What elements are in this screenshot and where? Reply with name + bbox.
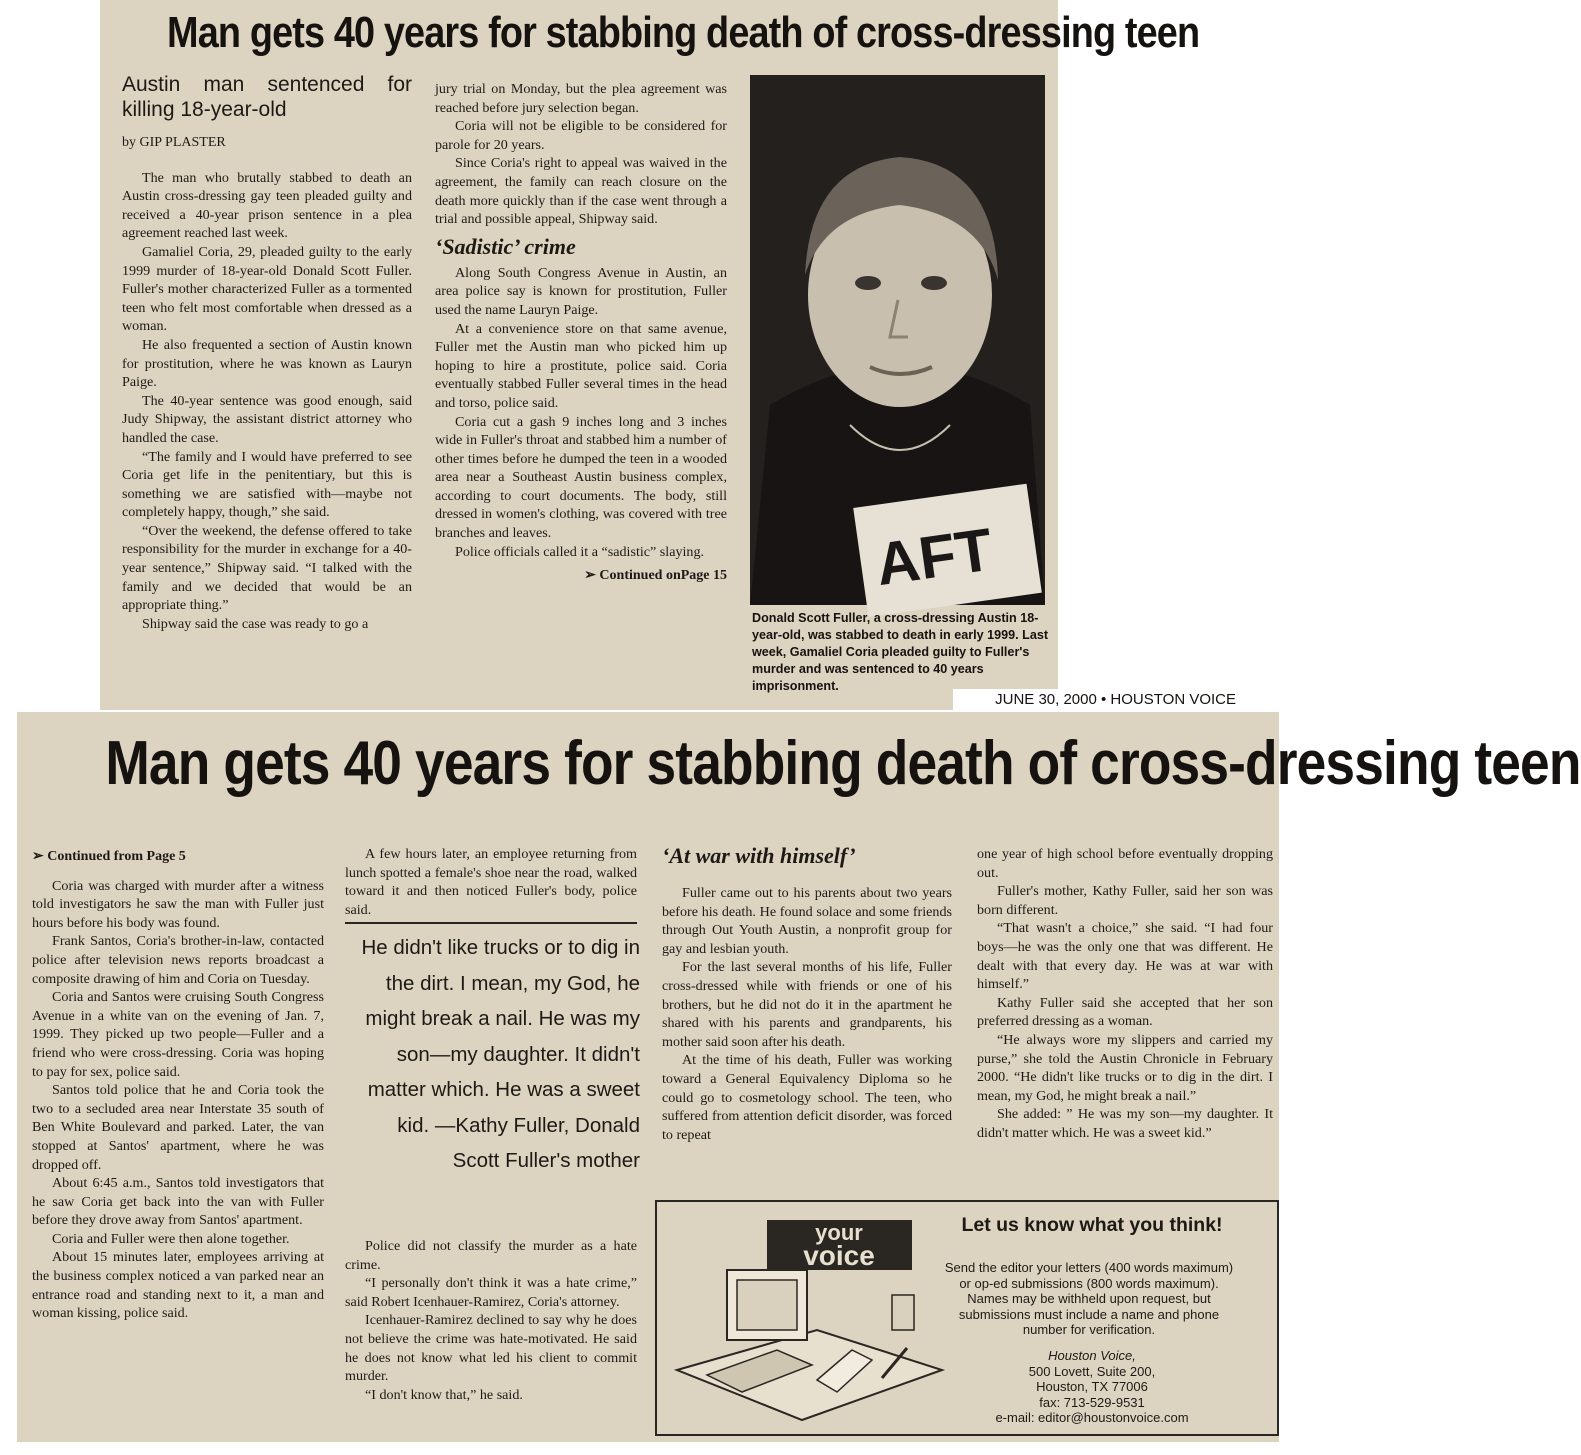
box-title: Let us know what you think! (961, 1214, 1223, 1236)
paragraph: Coria was charged with murder after a witness told investigators he saw the man with Fuller just hours before his body was found. (32, 877, 324, 931)
continued-from[interactable]: ➢ Continued from Page 5 (32, 849, 186, 864)
paragraph: Santos told police that he and Coria took the two to a secluded area near Interstate 35 south of Ben White Boulevard and parked. Later, the van stopped at Santos' apartment, where he was dropped off. (32, 1082, 324, 1173)
paragraph: “That wasn't a choice,” she said. “I had four boys—he was the only one that was different. He dealt with that every day. He was at war with himself.” (977, 920, 1273, 993)
paragraph: one year of high school before eventually dropping out. (977, 846, 1273, 881)
column-1 (32, 848, 324, 1323)
paragraph: “Over the weekend, the defense offered to take responsibility for the murder in exchange for a 40-year sentence,” Shipway said. “I talked with the family and we decided that would be an appropriate thing.” (122, 522, 412, 614)
paragraph: Frank Santos, Coria's brother-in-law, contacted police after television news reports broadcast a composite drawing of him and Coria on Tuesday. (32, 933, 324, 987)
paragraph: The 40-year sentence was good enough, said Judy Shipway, the assistant district attorney who handled the case. (122, 392, 412, 446)
paragraph: At the time of his death, Fuller was working toward a General Equivalency Diploma so he could go to cosmetology school. The teen, who suffered from attention deficit disorder, was forced to repeat (662, 1052, 952, 1143)
logo-your: your (815, 1220, 863, 1245)
email-address[interactable]: e-mail: editor@houstonvoice.com (995, 1410, 1189, 1425)
column-2-bottom (345, 1237, 637, 1404)
paragraph: jury trial on Monday, but the plea agreement was reached before jury selection began. (435, 81, 727, 116)
pull-quote: He didn't like trucks or to dig in the dirt. I mean, my God, he might break a nail. He was my son—my daughter. It didn't matter which. He was a sweet kid. —Kathy Fuller, Donald Scott Fuller's mother (361, 936, 640, 1172)
column-4 (977, 845, 1273, 1143)
column-3 (662, 838, 952, 1144)
paragraph: “He always wore my slippers and carried my purse,” she told the Austin Chronicle in February 2000. “He didn't like trucks or to dig in the dirt. I mean, my God, he might break a nail.” (977, 1031, 1273, 1104)
section-heading: ‘Sadistic’ crime (435, 233, 576, 259)
paragraph: She added: ” He was my son—my daughter. It didn't matter which. He was a sweet kid.” (977, 1106, 1273, 1141)
box-body: Send the editor your letters (400 words maximum) or op-ed submissions (800 words maximum). Names may be withheld upon request, but submissions must include a name and phone number for verification. (944, 1260, 1234, 1337)
city-address: Houston, TX 77006 (1036, 1379, 1148, 1394)
divider (345, 922, 637, 924)
paragraph: Police officials called it a “sadistic” slaying. (455, 543, 705, 560)
subheadline: Austin man sentenced for killing 18-year-old (122, 73, 412, 121)
headline: Man gets 40 years for stabbing death of cross-dressing teen (105, 729, 1581, 798)
continued-link[interactable]: ➢ Continued onPage 15 (584, 568, 727, 584)
paragraph: “The family and I would have preferred to see Coria get life in the penitentiary, but this is something we are satisfied with—maybe not completely happy, though,” she said. (122, 448, 412, 521)
portrait-photo (750, 75, 1045, 605)
paragraph: Coria cut a gash 9 inches long and 3 inches wide in Fuller's throat and stabbed him a number of other times before he dumped the teen in a wooded area near a Southeast Austin business complex, according to court documents. The body, still dressed in women's clothing, was covered with tree branches and leaves. (435, 413, 727, 542)
paragraph: About 15 minutes later, employees arriving at the business complex noticed a van parked near an entrance road and standing next to it, a man and woman kissing, police said. (32, 1249, 324, 1322)
column-2 (435, 80, 727, 586)
paragraph: Police did not classify the murder as a hate crime. (345, 1238, 637, 1273)
byline: by GIP PLASTER (122, 135, 226, 150)
photo-caption: Donald Scott Fuller, a cross-dressing Austin 18-year-old, was stabbed to death in early 1999. Last week, Gamaliel Coria pleaded guilty to Fuller's murder and was sentenced to 40 years imprisonment. (752, 611, 1049, 693)
paragraph: Coria will not be eligible to be considered for parole for 20 years. (435, 118, 727, 153)
paragraph: Fuller's mother, Kathy Fuller, said her son was born different. (977, 883, 1273, 918)
your-voice-box (655, 1200, 1279, 1436)
paragraph: For the last several months of his life, Fuller cross-dressed while with friends or one of his brothers, but he did not do it in the apartment he shared with his parents and grandparents, his mother said soon after his death. (662, 959, 952, 1050)
paragraph: He also frequented a section of Austin known for prostitution, where he was known as Lauryn Paige. (122, 336, 412, 391)
logo-voice: voice (803, 1240, 875, 1271)
paragraph: About 6:45 a.m., Santos told investigators that he saw Coria get back into the van with Fuller before they drove away from Santos' apartment. (32, 1175, 324, 1229)
shirt-lettering: AFT (871, 515, 997, 599)
paragraph: A few hours later, an employee returning from lunch spotted a female's shoe near the road, walked toward it and then noticed Fuller's body, police said. (345, 846, 637, 918)
paragraph: The man who brutally stabbed to death an Austin cross-dressing gay teen pleaded guilty and received a 40-year prison sentence in a plea agreement reached last week. (122, 169, 412, 242)
paragraph: Gamaliel Coria, 29, pleaded guilty to the early 1999 murder of 18-year-old Donald Scott Fuller. Fuller's mother characterized Fuller as a tormented teen who felt most comfortable when dressed as a woman. (122, 243, 412, 335)
column-2-top (345, 845, 637, 919)
headline: Man gets 40 years for stabbing death of cross-dressing teen (167, 8, 1200, 57)
desk-computer-icon (667, 1220, 947, 1425)
paragraph: “I personally don't think it was a hate crime,” said Robert Icenhauer-Ramirez, Coria's attorney. (345, 1275, 637, 1310)
paragraph: Coria and Fuller were then alone together. (52, 1230, 290, 1247)
portrait-illustration (750, 75, 1045, 605)
paragraph: Shipway said the case was ready to go a (142, 615, 369, 632)
fax-number: fax: 713-529-9531 (1039, 1394, 1145, 1410)
article-clipping-page-15 (17, 712, 1581, 1442)
column-1 (122, 72, 412, 633)
paragraph: Fuller came out to his parents about two years before his death. He found solace and some friends through Out Youth Austin, a nonprofit group for gay and lesbian youth. (662, 885, 952, 957)
box-address (947, 1348, 1237, 1426)
paragraph: Coria and Santos were cruising South Congress Avenue in a white van on the evening of Jan. 7, 1999. They picked up two people—Fuller and a friend who were cross-dressing. Coria was hoping to pay for sex, police said. (32, 989, 324, 1080)
paragraph: “I don't know that,” he said. (365, 1386, 523, 1403)
section-heading: ‘At war with himself’ (662, 843, 856, 868)
paragraph: Since Coria's right to appeal was waived in the agreement, the family can reach closure on the death more quickly than if the case went through a trial and possible appeal, Shipway said. (435, 155, 727, 228)
paragraph: Along South Congress Avenue in Austin, an area police say is known for prostitution, Fuller used the name Lauryn Paige. (435, 264, 727, 318)
paragraph: Icenhauer-Ramirez declined to say why he does not believe the crime was hate-motivated. He said he does not know what led his client to commit murder. (345, 1312, 637, 1385)
street-address: 500 Lovett, Suite 200, (1028, 1363, 1156, 1379)
paragraph: At a convenience store on that same avenue, Fuller met the Austin man who picked him up hoping to hire a prostitute, police said. Coria eventually stabbed Fuller several times in the head and torso, police said. (435, 320, 727, 411)
publication-name: Houston Voice, (1048, 1348, 1136, 1363)
dateline: JUNE 30, 2000 • HOUSTON VOICE (953, 689, 1236, 711)
paragraph: Kathy Fuller said she accepted that her son preferred dressing as a woman. (977, 994, 1273, 1030)
